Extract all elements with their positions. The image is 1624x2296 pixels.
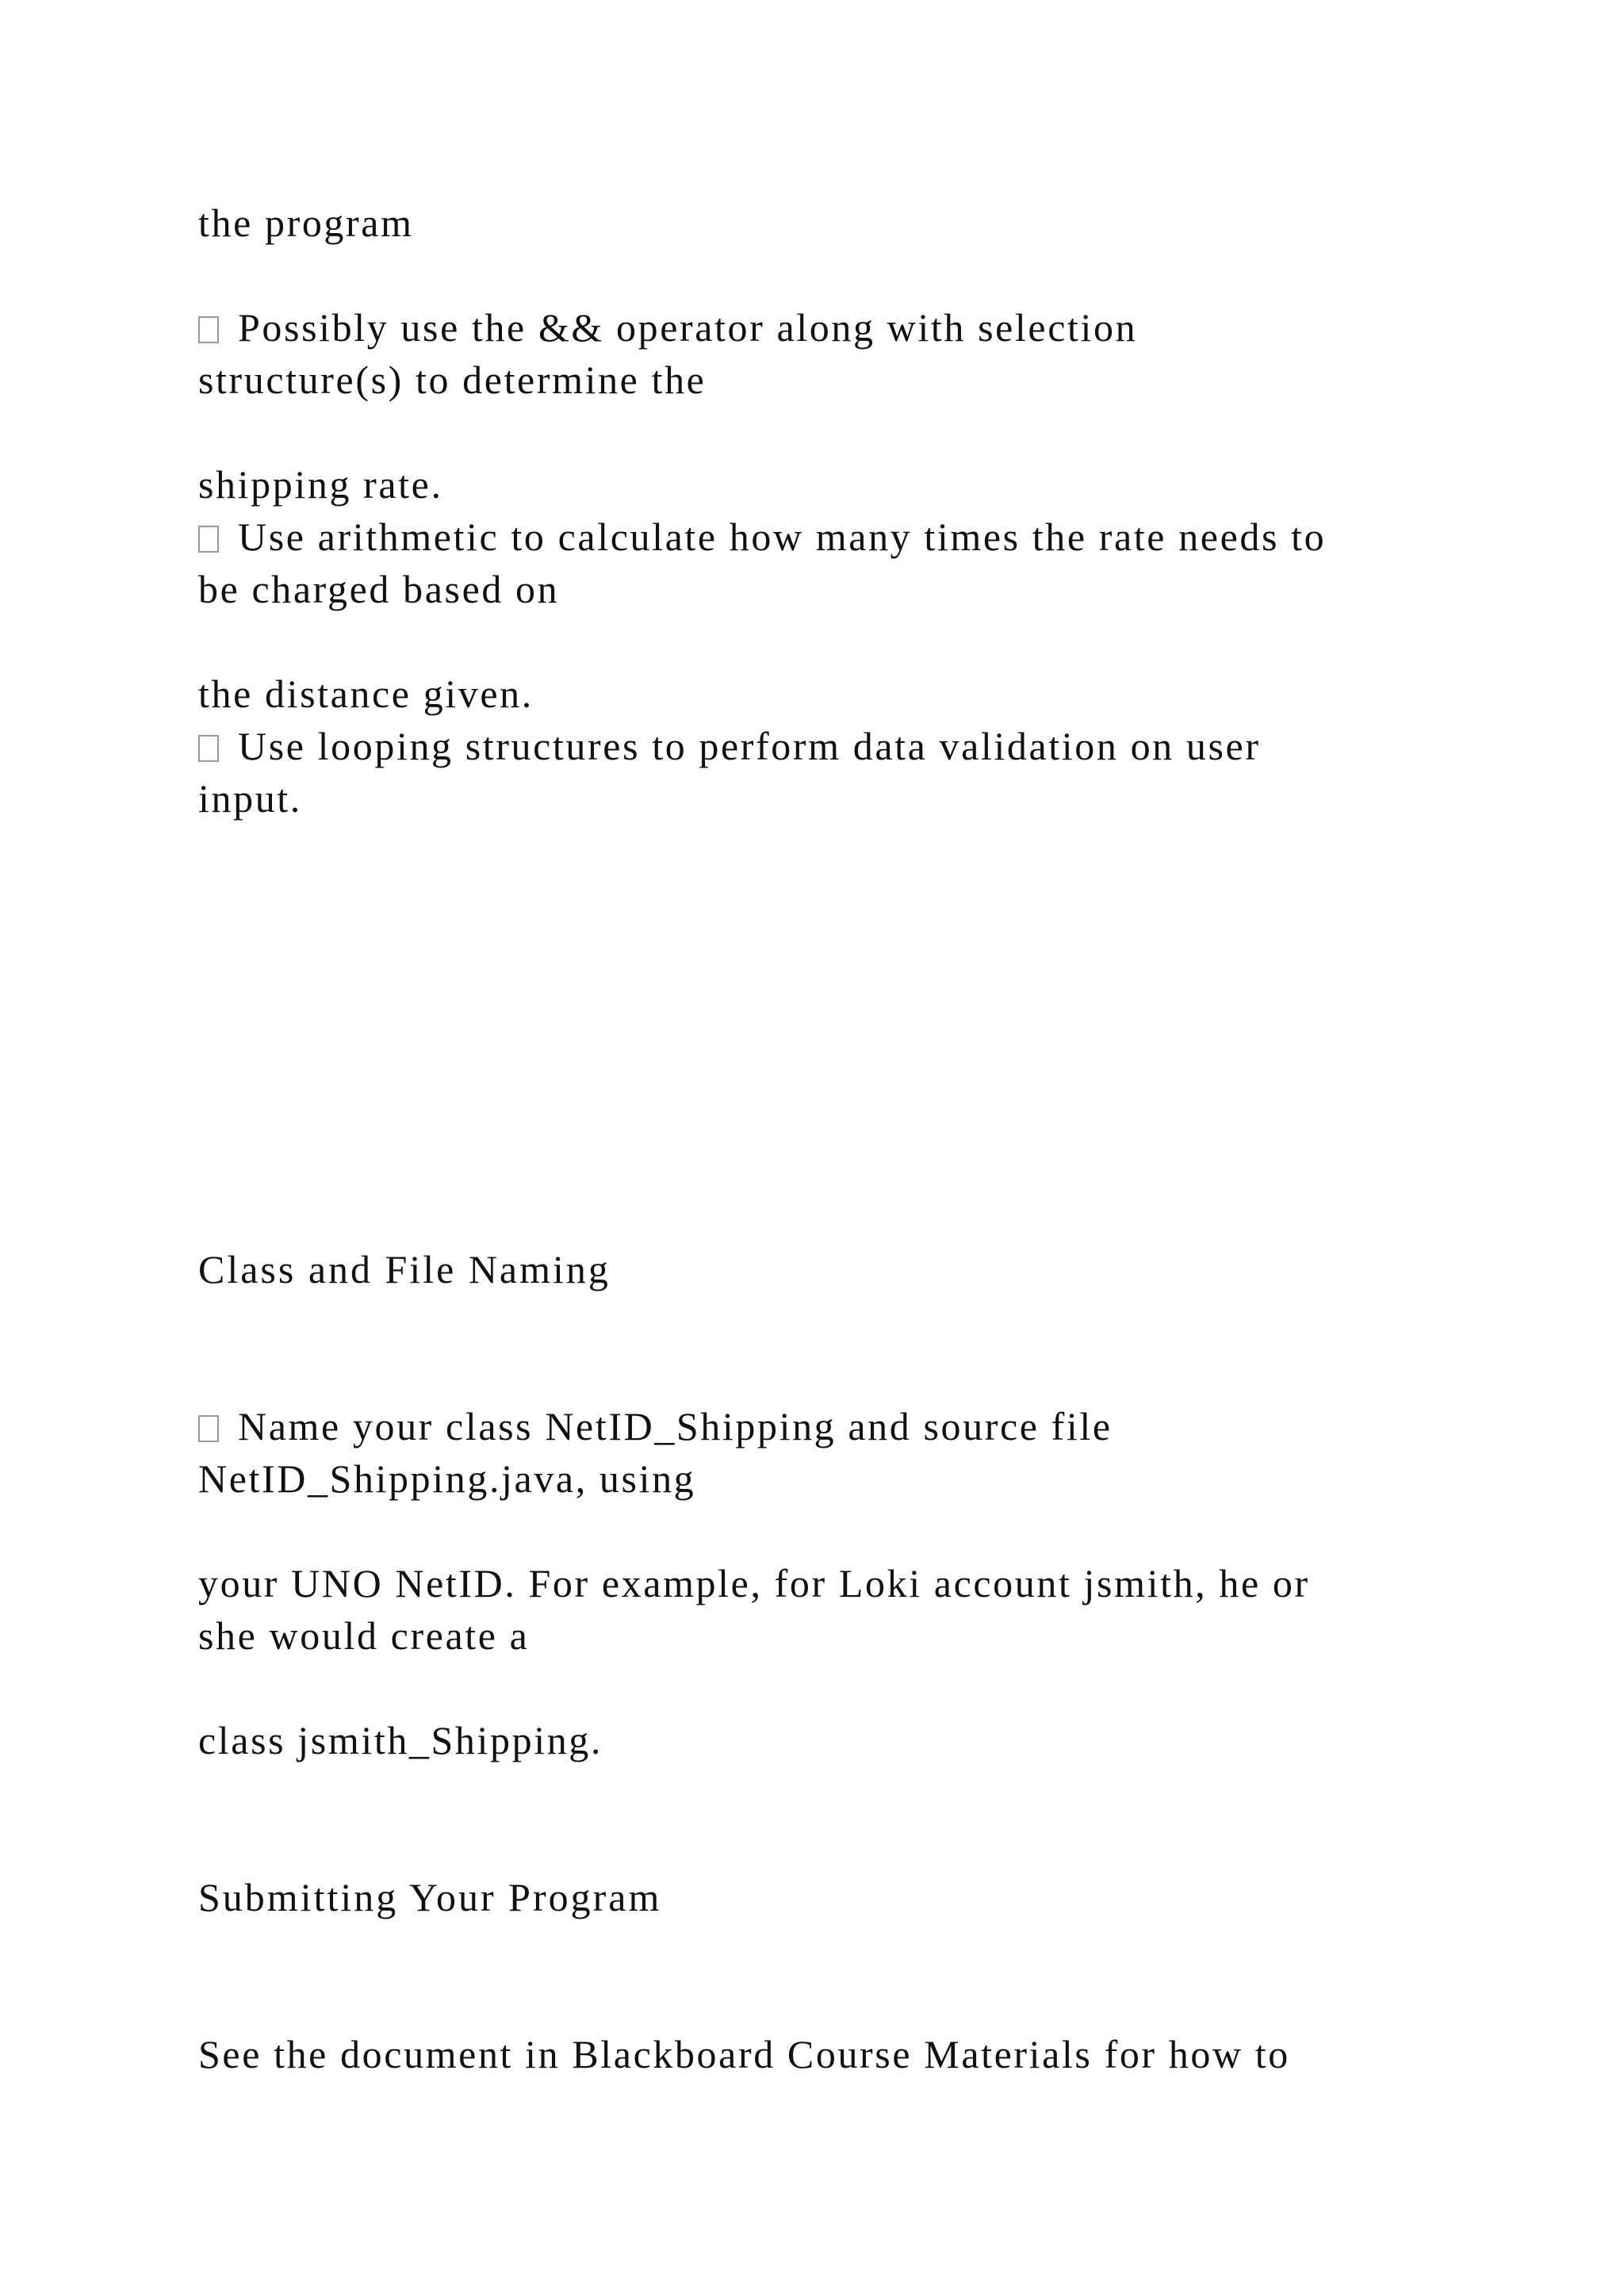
text-line: shipping rate.	[198, 462, 443, 507]
missing-glyph-box-icon	[198, 316, 219, 343]
bullet-text: Use arithmetic to calculate how many times the rate needs to	[238, 515, 1327, 559]
section-heading: Class and File Naming	[198, 1247, 611, 1292]
missing-glyph-box-icon	[198, 735, 219, 762]
text-line: class jsmith_Shipping.	[198, 1718, 603, 1762]
bullet-item	[198, 511, 1326, 563]
text-line: she would create a	[198, 1613, 530, 1658]
missing-glyph-box-icon	[198, 526, 219, 553]
text-line: See the document in Blackboard Course Materials for how to	[198, 2032, 1290, 2076]
section-heading: Submitting Your Program	[198, 1875, 662, 1919]
bullet-item	[198, 1400, 1113, 1452]
bullet-item	[198, 301, 1137, 354]
bullet-item	[198, 720, 1261, 772]
text-line: the distance given.	[198, 672, 534, 716]
text-line: NetID_Shipping.java, using	[198, 1456, 696, 1501]
missing-glyph-box-icon	[198, 1415, 219, 1442]
bullet-text: Possibly use the && operator along with selection	[238, 305, 1138, 350]
text-line: structure(s) to determine the	[198, 358, 707, 402]
text-line: the program	[198, 201, 414, 245]
bullet-text: Use looping structures to perform data validation on user	[238, 724, 1261, 768]
text-line: be charged based on	[198, 567, 560, 611]
text-line: your UNO NetID. For example, for Loki account jsmith, he or	[198, 1561, 1310, 1605]
text-line: input.	[198, 776, 302, 821]
bullet-text: Name your class NetID_Shipping and source file	[238, 1404, 1113, 1448]
